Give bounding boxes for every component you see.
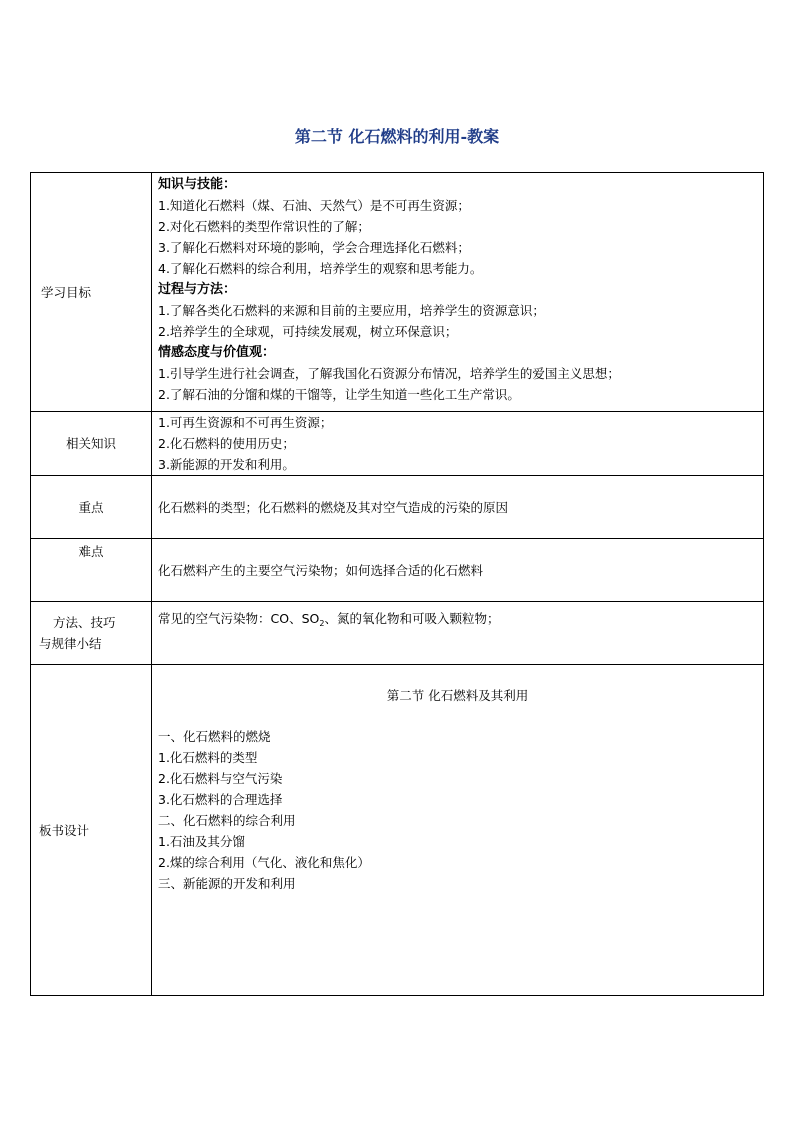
list-item: 3.化石燃料的合理选择 [158,792,283,807]
list-item: 1.石油及其分馏 [158,834,245,849]
cell-key-points: 化石燃料的类型；化石燃料的燃烧及其对空气造成的污染的原因 [152,476,764,539]
board-title: 第二节 化石燃料及其利用 [386,688,529,703]
methods-text-sub: 2 [319,619,325,628]
list-item: 1.可再生资源和不可再生资源； [158,415,333,430]
list-item: 4.了解化石燃料的综合利用，培养学生的观察和思考能力。 [158,261,483,276]
label-methods-line1: 方法、技巧 [53,615,116,630]
list-item: 1.了解各类化石燃料的来源和目前的主要应用，培养学生的资源意识； [158,303,545,318]
page-title: 第二节 化石燃料的利用-教案 [294,127,500,146]
knowledge-heading: 知识与技能： [158,177,237,192]
table-row-difficulties [31,539,764,602]
cell-objectives [152,173,764,412]
table-row-objectives [31,173,764,412]
list-item: 2.培养学生的全球观，可持续发展观，树立环保意识； [158,324,458,339]
process-heading: 过程与方法： [158,282,237,297]
list-item: 2.煤的综合利用（气化、液化和焦化） [158,855,370,870]
label-methods [31,602,152,665]
list-item: 2.化石燃料的使用历史； [158,436,295,451]
table-row-board [31,665,764,996]
label-methods-line2: 与规律小结 [39,636,102,651]
list-item: 1.知道化石燃料（煤、石油、天然气）是不可再生资源； [158,198,470,213]
cell-board [152,665,764,996]
list-item: 3.新能源的开发和利用。 [158,457,295,472]
label-difficulties: 难点 [31,539,152,602]
list-item: 1.化石燃料的类型 [158,750,258,765]
list-item: 2.了解石油的分馏和煤的干馏等，让学生知道一些化工生产常识。 [158,387,520,402]
cell-methods [152,602,764,665]
label-board: 板书设计 [31,665,152,996]
label-objectives: 学习目标 [31,173,152,412]
table-row-key-points [31,476,764,539]
attitude-heading: 情感态度与价值观： [158,345,276,360]
list-item: 3.了解化石燃料对环境的影响，学会合理选择化石燃料； [158,240,470,255]
list-item: 三、新能源的开发和利用 [158,876,296,891]
methods-text-after: 、氮的氧化物和可吸入颗粒物； [324,611,500,626]
label-related: 相关知识 [31,412,152,476]
list-item: 一、化石燃料的燃烧 [158,729,271,744]
label-key-points: 重点 [31,476,152,539]
list-item: 二、化石燃料的综合利用 [158,813,296,828]
list-item: 2.对化石燃料的类型作常识性的了解； [158,219,370,234]
table-row-related [31,412,764,476]
cell-related [152,412,764,476]
table-row-methods [31,602,764,665]
lesson-plan-table [30,172,764,996]
methods-text-before: 常见的空气污染物：CO、SO [158,611,320,626]
list-item: 2.化石燃料与空气污染 [158,771,283,786]
cell-difficulties: 化石燃料产生的主要空气污染物；如何选择合适的化石燃料 [152,539,764,602]
list-item: 1.引导学生进行社会调查，了解我国化石资源分布情况，培养学生的爱国主义思想； [158,366,620,381]
